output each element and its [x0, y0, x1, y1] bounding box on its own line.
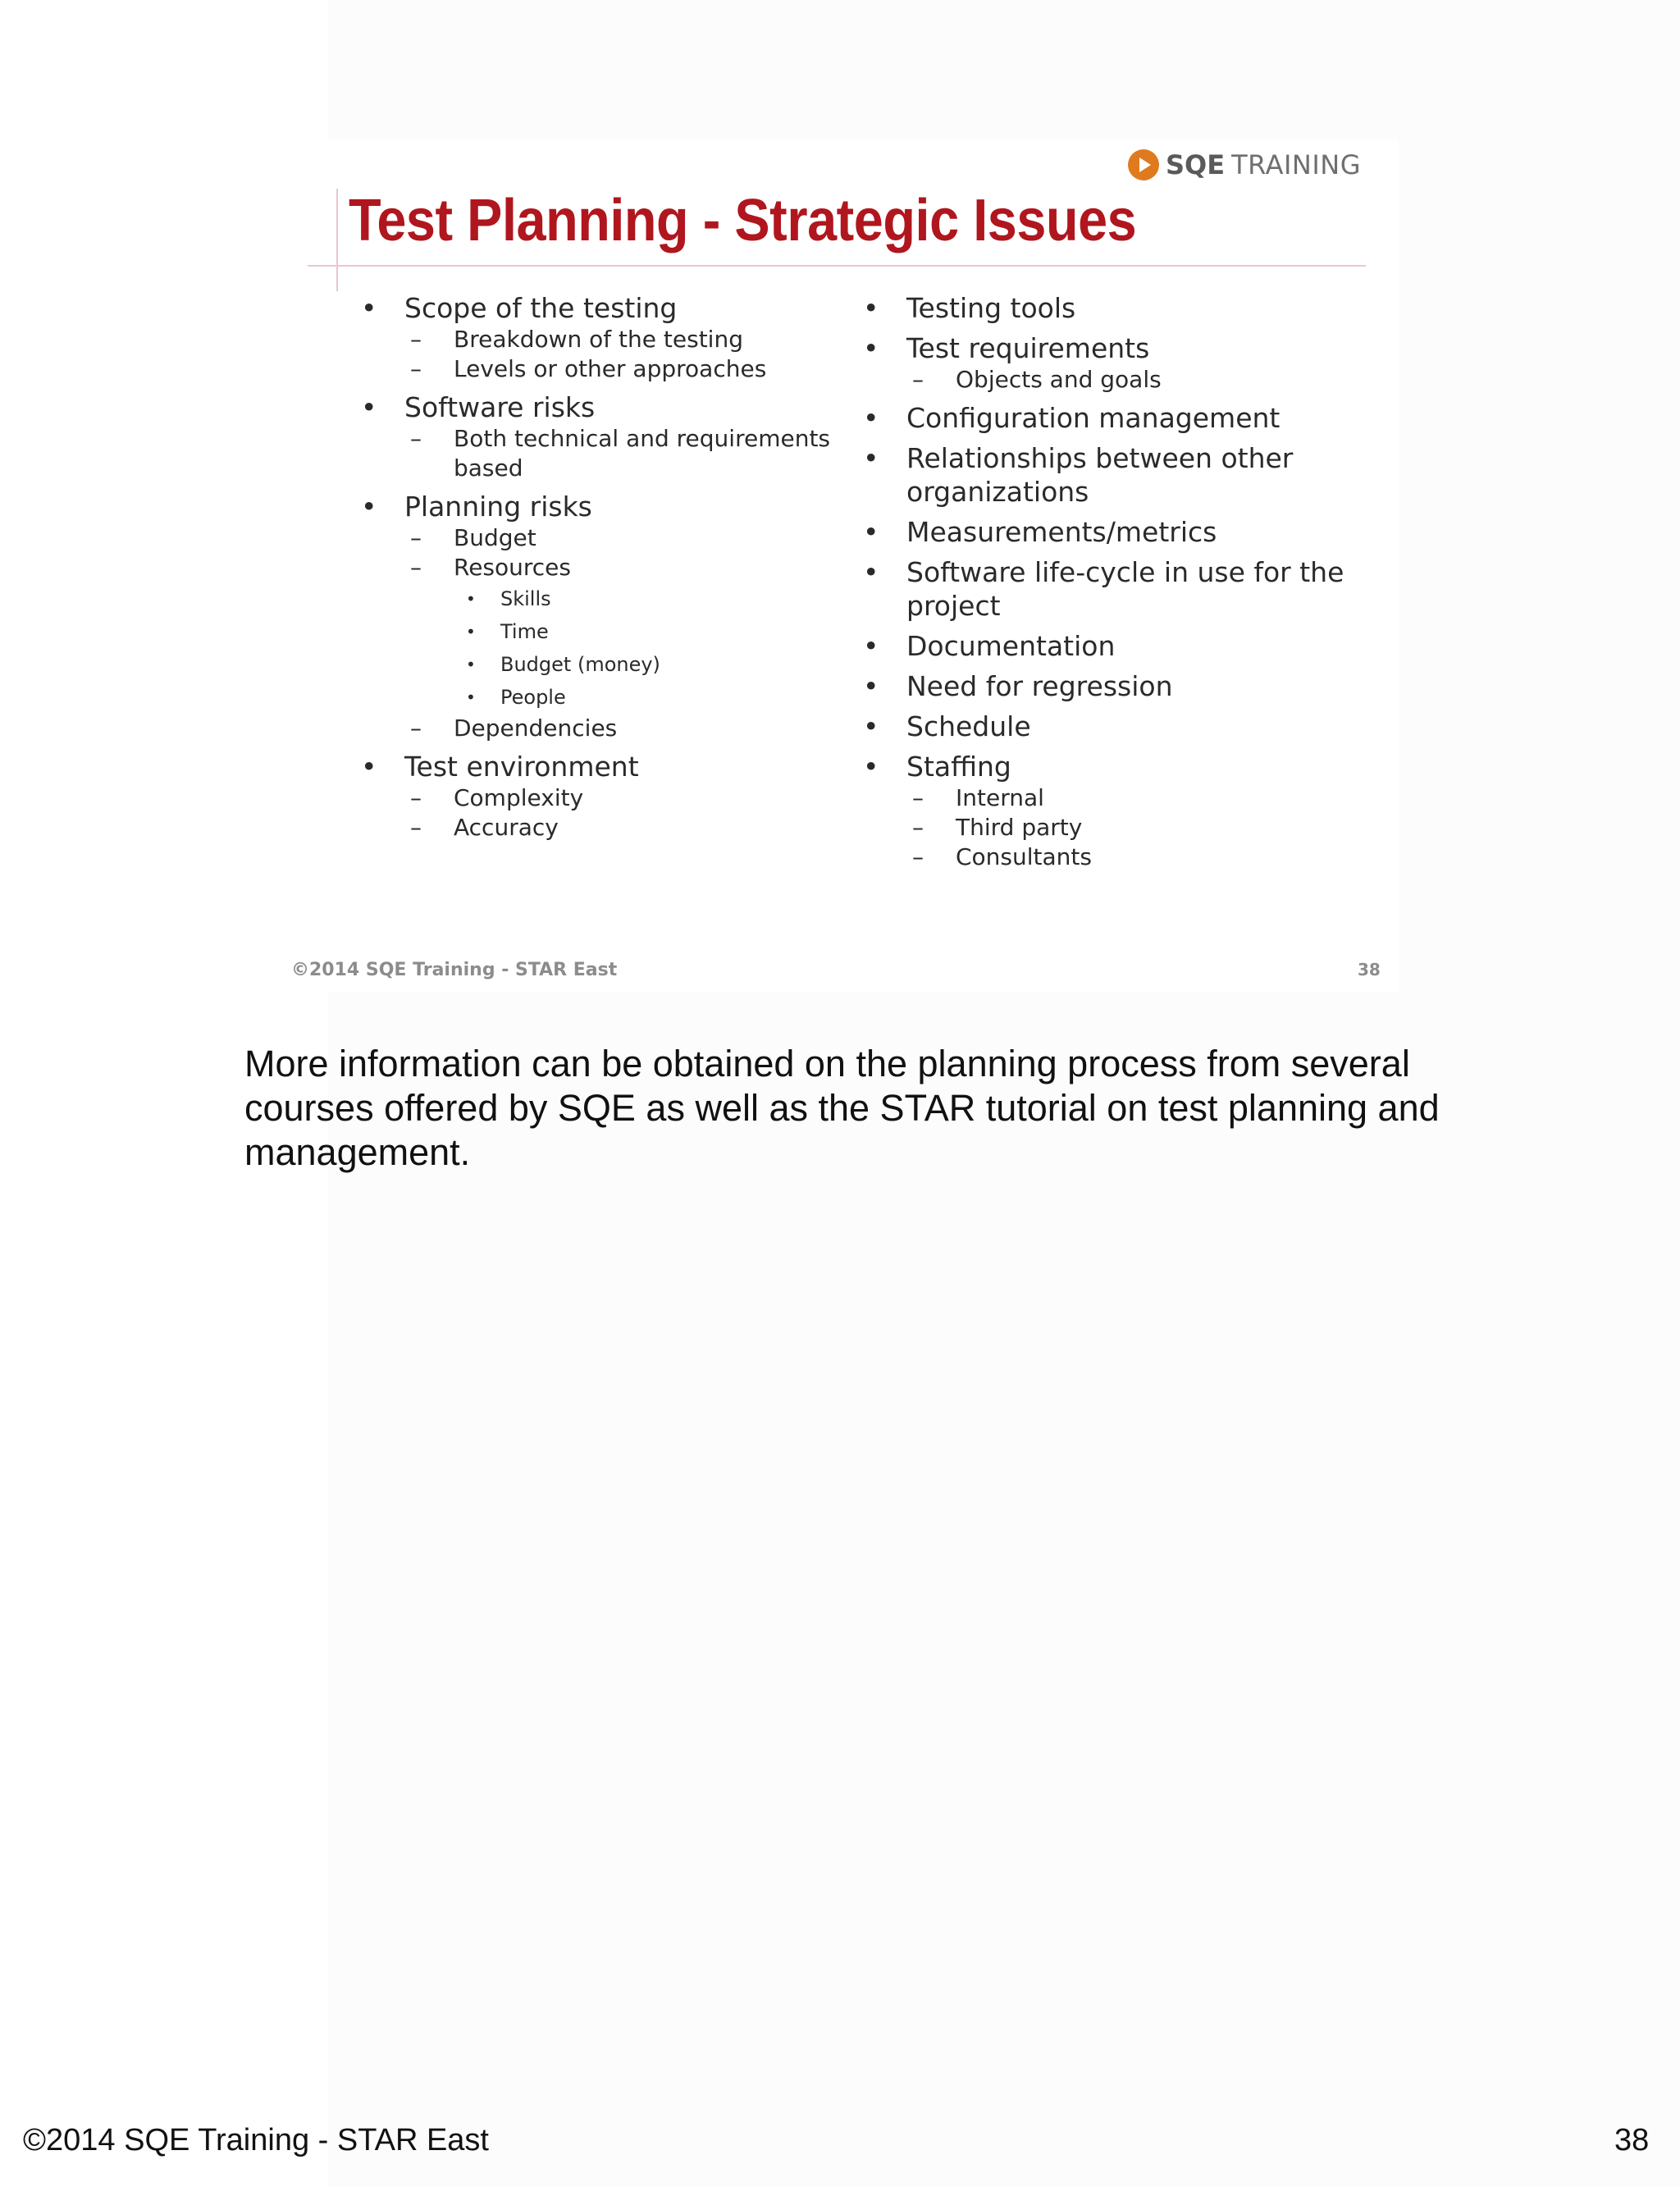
right-bullet-column [863, 291, 1372, 872]
bullet-item: • Software risks [361, 390, 837, 424]
bullet-item: • Relationships between other organizations [863, 441, 1372, 509]
sub-sub-bullet-item: • Skills [361, 582, 837, 615]
bullet-item: • Test environment [361, 750, 837, 783]
sqe-training-logo [1128, 144, 1361, 185]
slide-title: Test Planning - Strategic Issues [349, 188, 1137, 253]
sub-bullet-item: – Internal [863, 783, 1372, 813]
page-number: 38 [1614, 2123, 1650, 2157]
bullet-item: • Measurements/metrics [863, 515, 1372, 549]
sub-sub-bullet-item: • Budget (money) [361, 648, 837, 681]
sub-bullet-item: – Complexity [361, 783, 837, 813]
slide-copyright: ©2014 SQE Training - STAR East [291, 960, 618, 980]
bullet-item: • Test requirements [863, 331, 1372, 365]
bullet-item: • Documentation [863, 629, 1372, 663]
sub-bullet-item: – Resources [361, 553, 837, 582]
bullet-item: • Testing tools [863, 291, 1372, 325]
sub-sub-bullet-item: • People [361, 681, 837, 714]
sub-bullet-item: – Budget [361, 523, 837, 553]
bullet-item: • Schedule [863, 710, 1372, 743]
sub-bullet-item: – Both technical and requirements based [361, 424, 837, 483]
bullet-item: • Need for regression [863, 669, 1372, 703]
slide-number: 38 [1358, 960, 1381, 979]
logo-brand: SQE [1166, 149, 1226, 180]
left-bullet-column [361, 291, 837, 842]
logo-tagline: TRAINING [1231, 149, 1362, 180]
sub-bullet-item: – Levels or other approaches [361, 354, 837, 384]
bullet-item: • Scope of the testing [361, 291, 837, 325]
bullet-item: • Planning risks [361, 490, 837, 523]
sub-bullet-item: – Third party [863, 813, 1372, 842]
sub-bullet-item: – Dependencies [361, 714, 837, 743]
title-horizontal-rule [308, 265, 1366, 267]
sub-bullet-item: – Accuracy [361, 813, 837, 842]
sub-sub-bullet-item: • Time [361, 615, 837, 648]
sub-bullet-item: – Breakdown of the testing [361, 325, 837, 354]
sub-bullet-item: – Objects and goals [863, 365, 1372, 395]
slide-image [291, 139, 1399, 993]
play-icon [1128, 149, 1159, 180]
title-vertical-rule [336, 189, 338, 291]
bullet-item: • Software life-cycle in use for the project [863, 555, 1372, 623]
bullet-item: • Staffing [863, 750, 1372, 783]
speaker-notes: More information can be obtained on the planning process from several courses offered by SQE as well as the STAR tutorial on test planning and management. [244, 1043, 1440, 1173]
page-copyright: ©2014 SQE Training - STAR East [23, 2123, 489, 2157]
sub-bullet-item: – Consultants [863, 842, 1372, 872]
bullet-item: • Configuration management [863, 401, 1372, 435]
